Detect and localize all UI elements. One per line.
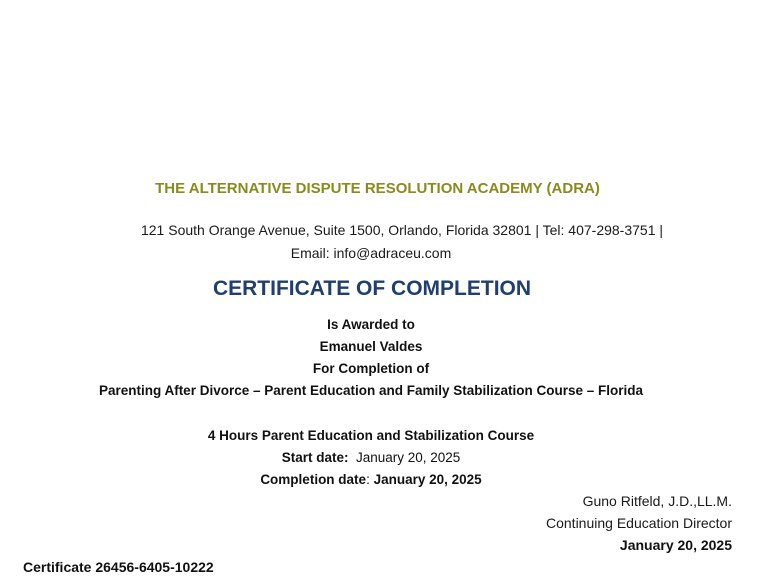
organization-address: 121 South Orange Avenue, Suite 1500, Orlando, Florida 32801 | Tel: 407-298-3751 | [140,222,664,238]
for-completion-label: For Completion of [312,361,430,376]
organization-email: Email: info@adraceu.com [290,245,452,261]
completion-date-label: Completion date [260,472,367,487]
start-date-value: January 20, 2025 [355,450,461,465]
course-hours: 4 Hours Parent Education and Stabilization Course [207,428,535,443]
completion-date-value: January 20, 2025 [373,472,482,487]
course-name: Parenting After Divorce – Parent Education and Family Stabilization Course – Florida [98,383,644,398]
start-date-label: Start date: [281,450,349,465]
signer-title: Continuing Education Director [546,515,732,531]
recipient-name: Emanuel Valdes [319,339,423,354]
awarded-label: Is Awarded to [327,317,415,332]
start-date-line [0,450,755,465]
signed-date: January 20, 2025 [619,537,732,553]
completion-date-line [0,472,755,487]
certificate-title: CERTIFICATE OF COMPLETION [212,277,532,300]
completion-date-separator: : [366,472,374,487]
certificate-number: Certificate 26456-6405-10222 [23,559,214,575]
organization-name: THE ALTERNATIVE DISPUTE RESOLUTION ACADEMY (ADRA) [155,180,600,197]
signer-name: Guno Ritfeld, J.D.,LL.M. [582,493,732,509]
